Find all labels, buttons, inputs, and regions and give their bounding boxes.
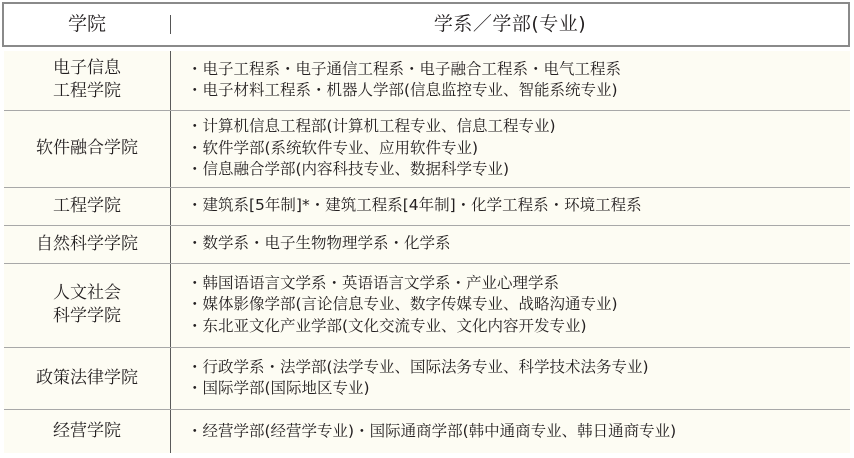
college-name: 经营学院 [4, 409, 171, 453]
table-row [4, 51, 850, 110]
department-line: ・计算机信息工程部(计算机工程专业、信息工程专业) [187, 117, 556, 136]
table-row [4, 347, 850, 409]
department-line: ・国际学部(国际地区专业) [187, 379, 370, 397]
department-list [171, 187, 851, 225]
department-line: ・数学系・电子生物物理学系・化学系 [187, 234, 451, 253]
department-list [171, 51, 851, 110]
department-line: ・经营学部(经营学专业)・国际通商学部(韩中通商专业、韩日通商专业) [187, 421, 677, 440]
department-line: ・媒体影像学部(言论信息专业、数字传媒专业、战略沟通专业) [187, 295, 618, 314]
department-line: ・韩国语语言文学系・英语语言文学系・产业心理学系 [187, 273, 560, 292]
department-line: ・电子工程系・电子通信工程系・电子融合工程系・电气工程系 [187, 59, 622, 78]
header-divider [170, 15, 171, 34]
department-list [171, 110, 851, 187]
department-list [171, 263, 851, 347]
department-line: ・软件学部(系统软件专业、应用软件专业) [187, 138, 479, 157]
department-line: ・建筑系[5年制]*・建筑工程系[4年制]・化学工程系・环境工程系 [187, 196, 642, 215]
table-row [4, 110, 850, 187]
department-line: ・东北亚文化产业学部(文化交流专业、文化内容开发专业) [187, 316, 587, 335]
table-row [4, 225, 850, 263]
department-list [171, 225, 851, 263]
table-header [2, 2, 850, 47]
table-body [4, 51, 850, 453]
department-list [171, 409, 851, 453]
department-line: ・行政学系・法学部(法学专业、国际法务专业、科学技术法务专业) [187, 357, 649, 376]
department-line: ・电子材料工程系・机器人学部(信息监控专业、智能系统专业) [187, 81, 618, 100]
department-list [171, 347, 851, 409]
college-name: 软件融合学院 [4, 110, 171, 187]
header-college: 学院 [67, 13, 106, 35]
header-department: 学系／学部(专业) [433, 13, 587, 35]
table-row [4, 187, 850, 225]
college-name: 电子信息 工程学院 [4, 51, 171, 110]
college-name: 政策法律学院 [4, 347, 171, 409]
college-name: 自然科学学院 [4, 225, 171, 263]
table-row [4, 409, 850, 453]
college-name: 工程学院 [4, 187, 171, 225]
table-row [4, 263, 850, 347]
department-line: ・信息融合学部(内容科技专业、数据科学专业) [187, 160, 510, 179]
college-name: 人文社会 科学学院 [4, 263, 171, 347]
